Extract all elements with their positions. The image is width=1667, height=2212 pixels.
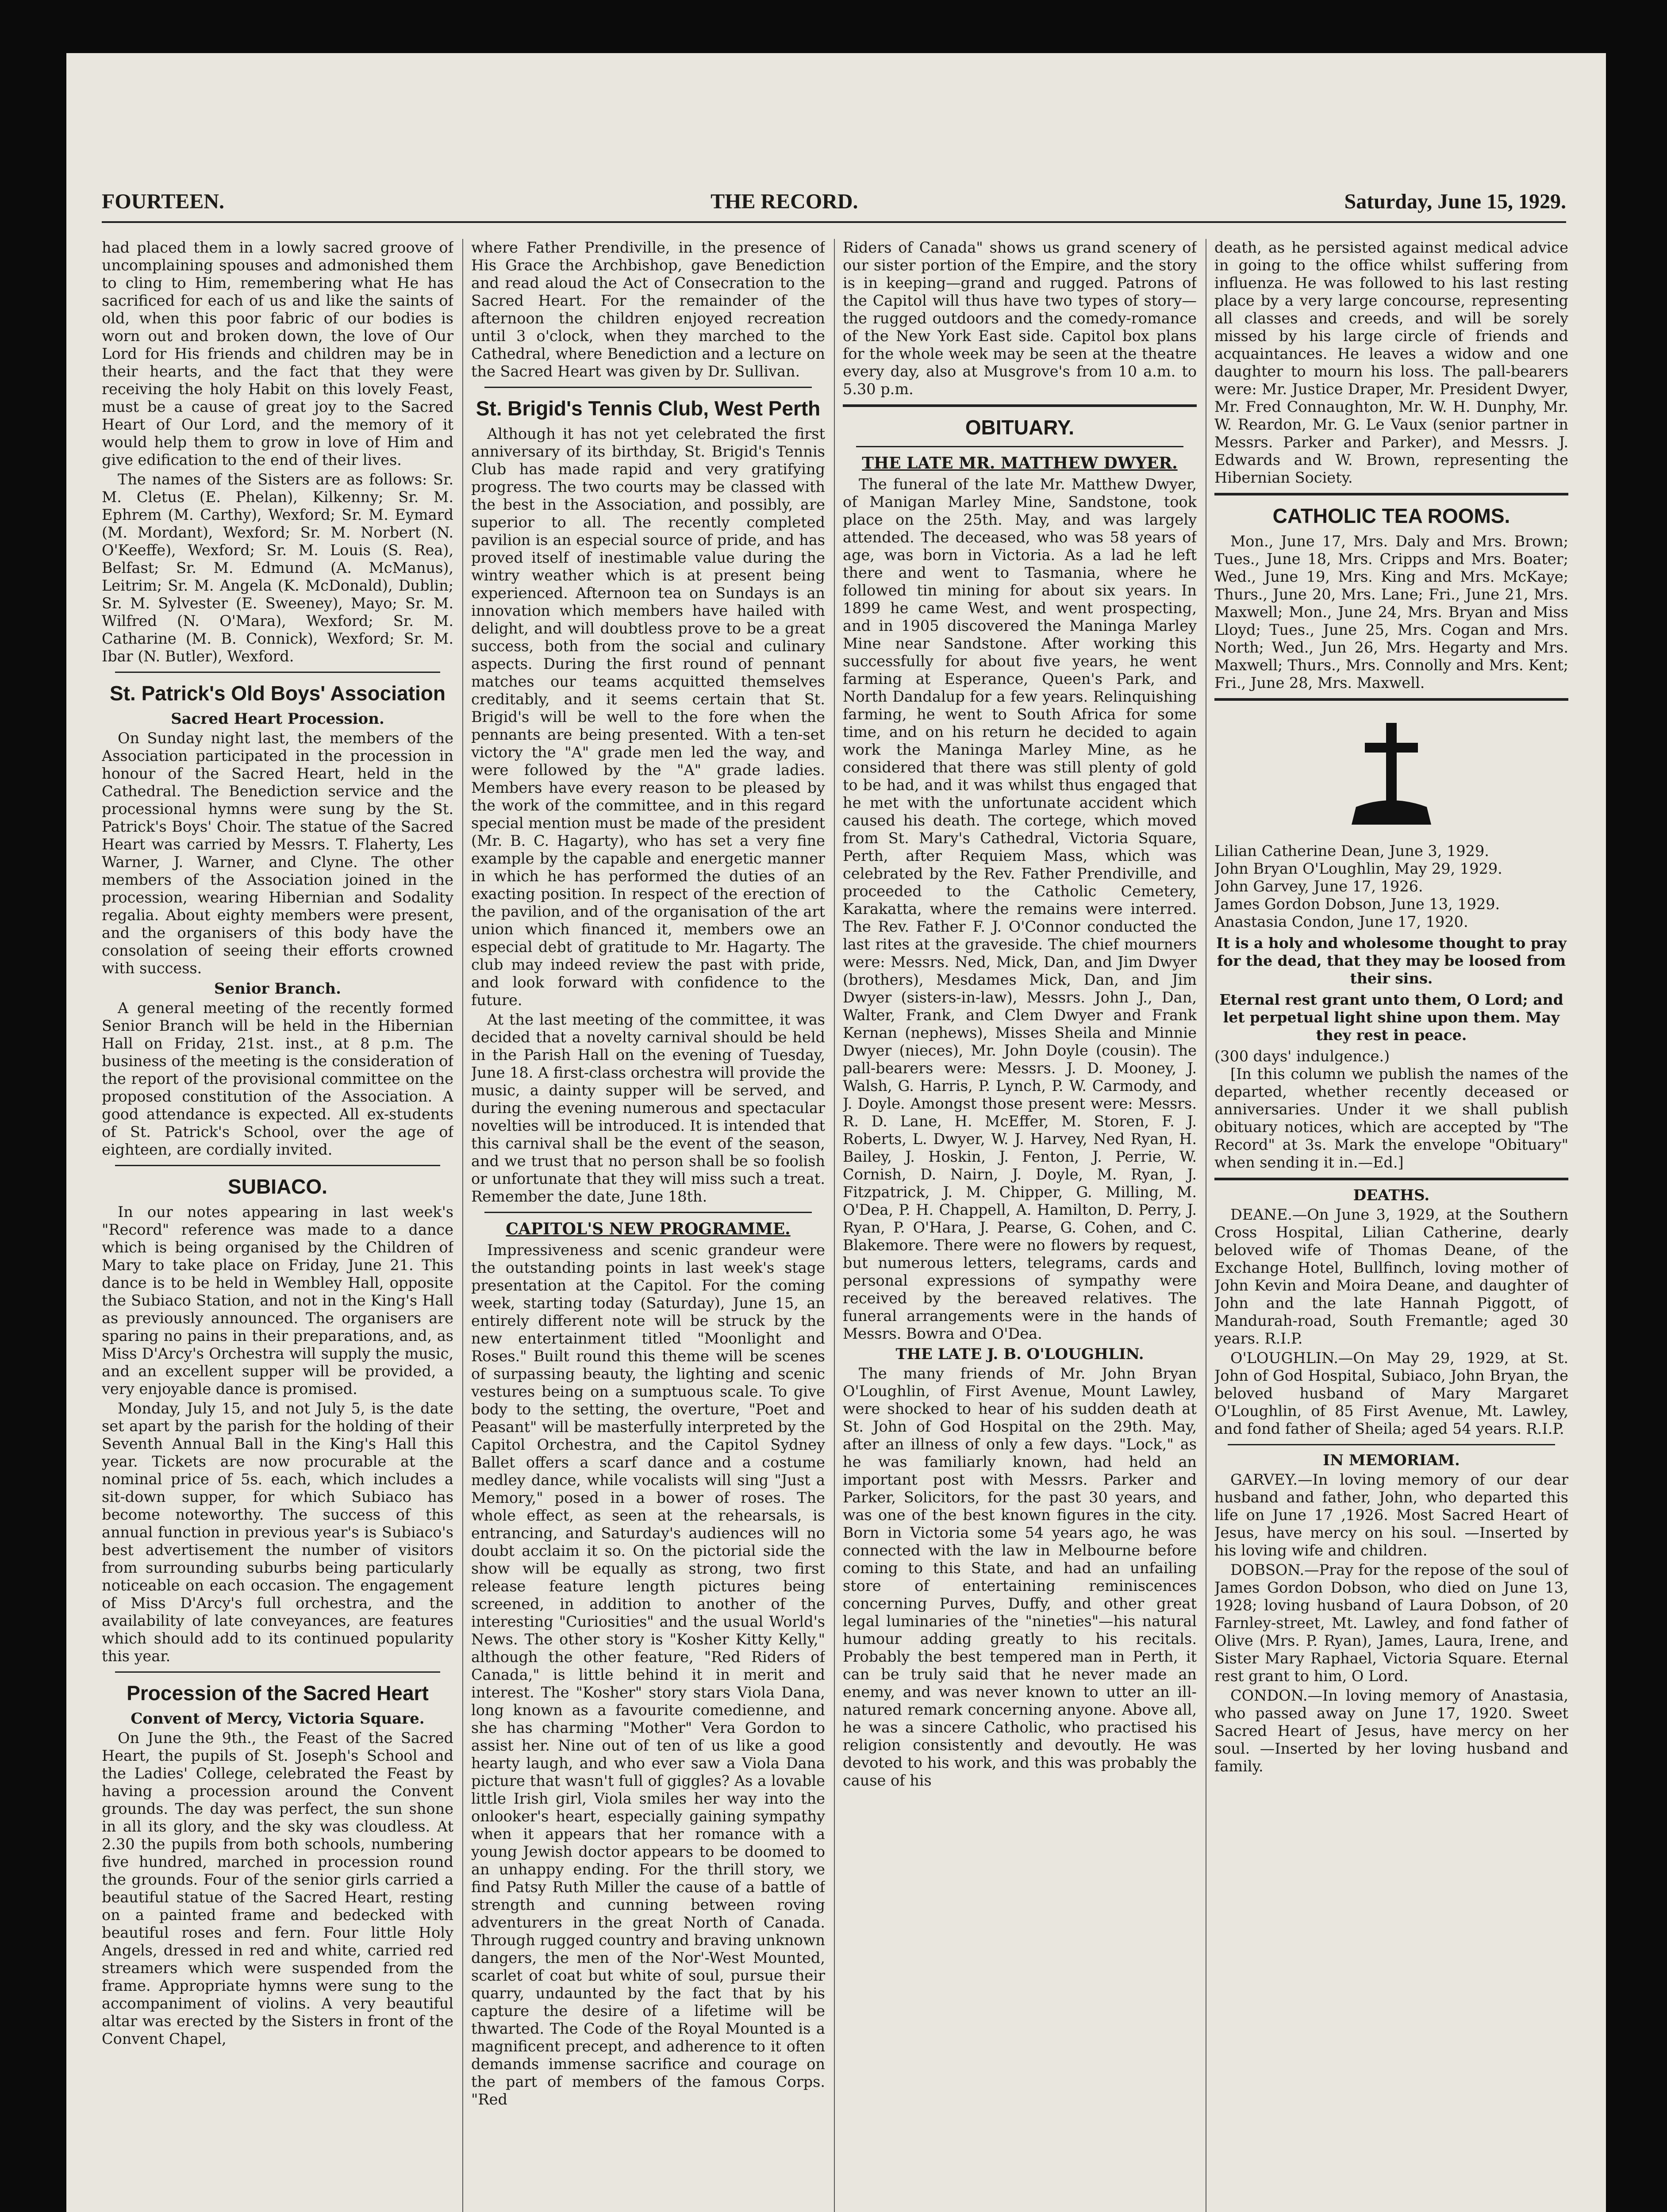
article-paragraph: Impressiveness and scenic grandeur were the outstanding points in last week's stage presentation at the Capitol. For the coming week, starting today (Saturday), June 15, an entirely different note will be struck by the new entertainment titled "Moonlight and Roses." Built round this theme will be scenes of surpassing beauty, the lighting and scenic vestures being on a sumptuous scale. To give body to the setting, the overture, "Poet and Peasant" will be masterfully interpreted by the Capitol Orchestra, and the Capitol Sydney Ballet offers a scarf dance and a costume medley dance, while vocalists will sing "Just a Memory," posed in a bower of roses. The whole effect, as seen at the rehearsals, is entrancing, and Saturday's audiences will no doubt acclaim it so. On the pictorial side the show will be equally as strong, two first release feature length pictures being screened, in addition to another of the interesting "Curiosities" and the usual World's News. The other story is "Kosher Kitty Kelly," although the other feature, "Red Riders of Canada," is little behind it in merit and interest. The "Kosher" story stars Viola Dana, long known as a favourite comedienne, and she has charming "Mother" Vera Gordon to assist her. Nine out of ten of us like a good hearty laugh, and who ever saw a Viola Dana picture that wasn't full of giggles? As a lovable little Irish girl, Viola smiles her way into the onlooker's heart, especially gaining sympathy when it appears that her romance with a young Jewish doctor appears to be doomed to an unhappy ending. For the thrill story, we find Patsy Ruth Miller the cause of a battle of strength and cunning between roving adventurers in the great North of Canada. Through rugged country and braving unknown dangers, the men of the Nor'-West Mounted, scarlet of coat but white of soul, pursue their quarry, undaunted by the fact that by his capture the desire of a lifetime will be thwarted. The Code of the Royal Mounted is a magnificent precept, and adherence to it often demands immense sacrifice and courage on the part of members of the famous Corps. "Red	[471, 1241, 825, 2108]
article-paragraph: The many friends of Mr. John Bryan O'Loughlin, of First Avenue, Mount Lawley, were shocked to hear of his sudden death at St. John of God Hospital on the 29th. May, after an illness of only a few days. "Lock," as he was familiarly known, had held an important post with Messrs. Parker and Parker, Solicitors, for the past 30 years, and was one of the best known figures in the city. Born in Victoria some 54 years ago, he was connected with the law in Melbourne before coming to this State, and had an unfailing store of entertaining reminiscences concerning Purves, Duffy, and other great legal luminaries of the "nineties"—his natural humour adding greatly to his recitals. Probably the best tempered man in Perth, it can be truly said that he never made an enemy, and was never known to utter an ill-natured remark concerning anyone. Above all, he was a sincere Catholic, who practised his religion consistently and devoutly. He was devoted to his work, and this was probably the cause of his	[843, 1365, 1197, 1789]
departed-name: James Gordon Dobson, June 13, 1929.	[1214, 895, 1500, 913]
sub-heading: Convent of Mercy, Victoria Square.	[131, 1710, 425, 1728]
column-4	[1214, 239, 1568, 2212]
section-heading: CATHOLIC TEA ROOMS.	[1272, 504, 1510, 527]
article-paragraph: On Sunday night last, the members of the Association participated in the procession in honour of the Sacred Heart, held in the Cathedral. The Benediction service and the processional hymns were sung by the St. Patrick's Boys' Choir. The statue of the Sacred Heart was carried by Messrs. T. Flaherty, Les Warner, J. Warner, and Clyne. The other members of the Association joined in the procession, wearing Hibernian and Sodality regalia. About eighty members were present, and the organisers of this body have the consolation of seeing their efforts crowned with success.	[102, 730, 453, 977]
indulgence-note: (300 days' indulgence.)	[1214, 1048, 1390, 1065]
departed-name: Anastasia Condon, June 17, 1920.	[1214, 913, 1468, 930]
divider	[115, 672, 440, 673]
paper-title: THE RECORD.	[711, 189, 858, 213]
departed-name: John Bryan O'Loughlin, May 29, 1929.	[1214, 860, 1502, 877]
article-paragraph: Although it has not yet celebrated the first anniversary of its birthday, St. Brigid's Tennis Club has made rapid and very gratifying progress. The two courts may be classed with the best in the Association, and possibly, are superior to all. The recently completed pavilion is an especial source of pride, and has proved itself of inestimable value during the wintry weather which is at present being experienced. Afternoon tea on Sundays is an innovation which members have hailed with delight, and will doubtless prove to be a great success, both from the social and culinary aspects. During the first round of pennant matches our teams acquitted themselves creditably, and it seems certain that St. Brigid's will be well to the fore when the pennants are being presented. With a ten-set victory the "A" grade men led the way, and were followed by the "A" grade ladies. Members have every reason to be pleased by the work of the committee, and in this regard special mention must be made of the president (Mr. B. C. Hagarty), who has set a very fine example by the capable and energetic manner in which he has performed the duties of an exacting position. In respect of the erection of the pavilion, and of the organisation of the art union which financed it, members owe an especial debt of gratitude to Mr. Hagarty. The club may indeed review the past with pride, and look forward with confidence to the future.	[471, 425, 825, 1009]
article-paragraph: Riders of Canada" shows us grand scenery of our sister portion of the Empire, and the story is in keeping—grand and rugged. Patrons of the Capitol will thus have two types of story—the rugged outdoors and the comedy-romance of the New York East side. Capitol box plans for the whole week may be seen at the theatre every day, also at Musgrove's from 10 a.m. to 5.30 p.m.	[843, 239, 1197, 398]
sub-heading: THE LATE MR. MATTHEW DWYER.	[862, 454, 1178, 472]
article-paragraph: On June the 9th., the Feast of the Sacred Heart, the pupils of St. Joseph's School and the Ladies' College, celebrated the Feast by having a procession around the Convent grounds. The day was perfect, the sun shone in all its glory, and the sky was cloudless. At 2.30 the pupils from both schools, numbering five hundred, marched in procession round the grounds. Four of the senior girls carried a beautiful statue of the Sacred Heart, resting on a painted frame and bedecked with beautiful roses and fern. Four little Holy Angels, dressed in red and white, carried red streamers which were suspended from the frame. Appropriate hymns were sung to the accompaniment of violins. A very beautiful altar was erected by the Sisters in front of the Convent Chapel,	[102, 1729, 453, 2047]
section-heading: SUBIACO.	[228, 1175, 327, 1198]
column-rule	[462, 239, 463, 2212]
sub-heading: Senior Branch.	[214, 980, 341, 998]
column-3	[843, 239, 1197, 2212]
column-1	[102, 239, 453, 2212]
article-paragraph: had placed them in a lowly sacred groove of uncomplaining spouses and admonished them to cling to Him, remembering what He has sacrificed for each of us and like the saints of old, when this poor fabric of our bodies is worn out and broken down, the love of Our Lord for His friends and children may be in their hearts, and the fact that they were receiving the holy Habit on this lovely Feast, must be a cause of great joy to the Sacred Heart of Our Lord, and the memory of it would help them to grow in love of Him and give edification to the end of their lives.	[102, 239, 453, 469]
divider	[843, 404, 1197, 407]
departed-name: John Garvey, June 17, 1926.	[1214, 878, 1423, 895]
column-2	[471, 239, 825, 2212]
divider	[484, 1212, 812, 1213]
section-heading: IN MEMORIAM.	[1323, 1452, 1460, 1469]
article-paragraph: The names of the Sisters are as follows: Sr. M. Cletus (E. Phelan), Kilkenny; Sr. M. Ephrem (M. Carthy), Wexford; Sr. M. Eymard (M. Mordant), Wexford; Sr. M. Norbert (N. O'Keeffe), Wexford; Sr. M. Louis (S. Rea), Belfast; Sr. M. Edmund (A. McManus), Leitrim; Sr. M. Angela (K. McDonald), Dublin; Sr. M. Sylvester (E. Sweeney), Mayo; Sr. M. Wilfred (N. O'Mara), Wexford; Sr. M. Catharine (M. B. Connick), Wexford; Sr. M. Ibar (N. Butler), Wexford.	[102, 471, 453, 665]
column-rule	[834, 239, 835, 2212]
cross-icon	[1325, 718, 1458, 833]
divider	[1228, 1444, 1555, 1445]
article-paragraph: In our notes appearing in last week's "Record" reference was made to a dance which is being organised by the Children of Mary to take place on Friday, June 21. This dance is to be held in Wembley Hall, opposite the Subiaco Station, and not in the King's Hall as previously announced. The organisers are sparing no pains in their preparations, and, as Miss D'Arcy's Orchestra will supply the music, and an excellent supper will be provided, a very enjoyable dance is promised.	[102, 1203, 453, 1398]
section-heading: DEATHS.	[1353, 1187, 1430, 1204]
section-heading: OBITUARY.	[965, 416, 1075, 439]
death-notice: DEANE.—On June 3, 1929, at the Southern Cross Hospital, Lilian Catherine, dearly beloved wife of Thomas Deane, of the Exchange Hotel, Bullfinch, loving mother of John Kevin and Moira Deane, and daughter of John and the late Hannah Piggott, of Mandurah-road, South Fremantle; aged 30 years. R.I.P.	[1214, 1206, 1568, 1347]
article-paragraph: A general meeting of the recently formed Senior Branch will be held in the Hibernian Hall on Friday, 21st. inst., at 8 p.m. The business of the meeting is the consideration of the report of the provisional committee on the proposed constitution of the Association. A good attendance is expected. All ex-students of St. Patrick's School, over the age of eighteen, are cordially invited.	[102, 999, 453, 1158]
section-heading: Procession of the Sacred Heart	[127, 1682, 429, 1705]
memoriam-notice: DOBSON.—Pray for the repose of the soul of James Gordon Dobson, who died on June 13, 1928; loving husband of Laura Dobson, of 20 Farnley-street, Mt. Lawley, and fond father of Olive (Mrs. P. Ryan), James, Laura, Irene, and Sister Mary Raphael, Victoria Square. Eternal rest grant to him, O Lord.	[1214, 1561, 1568, 1685]
divider	[115, 1671, 440, 1673]
masthead	[102, 181, 1566, 223]
departed-name: Lilian Catherine Dean, June 3, 1929.	[1214, 842, 1489, 860]
article-paragraph: Mon., June 17, Mrs. Daly and Mrs. Brown; Tues., June 18, Mrs. Cripps and Mrs. Boater; Wed., June 19, Mrs. King and Mrs. McKaye; Thurs., June 20, Mrs. Lane; Fri., June 21, Mrs. Maxwell; Mon., June 24, Mrs. Bryan and Miss Lloyd; Tues., June 25, Mrs. Cogan and Mrs. North; Wed., Jun 26, Mrs. Hegarty and Mrs. Maxwell; Thurs., Mrs. Connolly and Mrs. Kent; Fri., June 28, Mrs. Maxwell.	[1214, 533, 1568, 691]
sub-heading: THE LATE J. B. O'LOUGHLIN.	[895, 1345, 1144, 1363]
section-heading: CAPITOL'S NEW PROGRAMME.	[506, 1220, 791, 1238]
section-heading: St. Brigid's Tennis Club, West Perth	[476, 397, 821, 420]
sub-heading: Sacred Heart Procession.	[171, 710, 384, 728]
article-paragraph: The funeral of the late Mr. Matthew Dwyer, of Manigan Marley Mine, Sandstone, took place on the 25th. May, and was largely attended. The deceased, who was 58 years of age, was born in Victoria. As a lad he left there and went to Tasmania, where he followed tin mining for about six years. In 1899 he came West, and went prospecting, and in 1905 discovered the Maninga Marley Mine near Sandstone. After working this successfully for about five years, he went farming at Esperance, Queen's Park, and North Dandalup for a few years. Relinquishing farming, he went to South Africa for some time, and on his return he decided to again work the Maninga Marley Mine, as he considered that there was still plenty of gold to be had, and it was whilst thus engaged that he met with the unfortunate accident which caused his death. The cortege, which moved from St. Mary's Cathedral, Victoria Square, Perth, after Requiem Mass, which was celebrated by the Rev. Father Prendiville, and proceeded to the Catholic Cemetery, Karakatta, where the remains were interred. The Rev. Father F. J. O'Connor conducted the last rites at the graveside. The chief mourners were: Messrs. Ned, Mick, Dan, and Jim Dwyer (brothers), Mesdames Mick, Dan, and Jim Dwyer (sisters-in-law), Messrs. John J., Dan, Walter, Frank, and Clem Dwyer and Frank Kernan (nephews), Misses Sheila and Minnie Dwyer (nieces), Mr. John Doyle (cousin). The pall-bearers were: Messrs. J. D. Mooney, J. Walsh, G. Harris, P. Lynch, P. W. Carmody, and J. Doyle. Amongst those present were: Messrs. R. D. Lane, H. McEffer, M. Storen, F. J. Roberts, L. Dwyer, W. J. Harvey, Ned Ryan, H. Bailey, J. Hoskin, J. Fenton, J. Perrie, W. Cornish, D. Nairn, J. Doyle, M. Ryan, J. Fitzpatrick, J. M. Chipper, G. Milling, M. O'Dea, P. H. Chappell, A. Hamilton, D. Perry, J. Ryan, P. O'Hara, J. Pearse, G. Cohen, and C. Blakemore. There were no flowers by request, but numerous letters, telegrams, cards and personal expressions of sympathy were received by the bereaved relatives. The funeral arrangements were in the hands of Messrs. Bowra and O'Dea.	[843, 476, 1197, 1342]
article-paragraph: At the last meeting of the committee, it was decided that a novelty carnival should be held in the Parish Hall on the evening of Tuesday, June 18. A first-class orchestra will provide the music, a dainty supper will be served, and during the evening numerous and spectacular novelties will be introduced. It is intended that this carnival shall be the event of the season, and we trust that no person shall be so foolish or unfortunate that they will miss such a treat. Remember the date, June 18th.	[471, 1011, 825, 1205]
death-notice: O'LOUGHLIN.—On May 29, 1929, at St. John of God Hospital, Subiaco, John Bryan, the beloved husband of Mary Margaret O'Loughlin, of 85 First Avenue, Mt. Lawley, and fond father of Sheila; aged 54 years. R.I.P.	[1214, 1349, 1568, 1437]
memorial-cross	[1214, 707, 1568, 842]
divider	[856, 446, 1183, 447]
prayer-text: It is a holy and wholesome thought to pray for the dead, that they may be loosed from their sins.	[1216, 934, 1567, 987]
section-heading: St. Patrick's Old Boys' Association	[110, 682, 446, 705]
editor-note: [In this column we publish the names of the departed, whether recently deceased or anniversaries. Under it we shall publish obituary notices, which are accepted by "The Record" at 3s. Mark the envelope "Obituary" when sending it in.—Ed.]	[1214, 1065, 1568, 1171]
divider	[1214, 493, 1568, 495]
divider	[1214, 1178, 1568, 1180]
memoriam-notice: GARVEY.—In loving memory of our dear husband and father, John, who departed this life on June 17 ,1926. Most Sacred Heart of Jesus, have mercy on his soul. —Inserted by his loving wife and children.	[1214, 1471, 1568, 1559]
divider	[484, 387, 812, 388]
page-number: FOURTEEN.	[102, 189, 225, 213]
memoriam-notice: CONDON.—In loving memory of Anastasia, who passed away on June 17, 1920. Sweet Sacred Heart of Jesus, have mercy on her soul. —Inserted by her loving husband and family.	[1214, 1687, 1568, 1775]
newspaper-page	[66, 53, 1606, 2212]
issue-date: Saturday, June 15, 1929.	[1344, 189, 1566, 213]
article-paragraph: where Father Prendiville, in the presence of His Grace the Archbishop, gave Benediction and read aloud the Act of Consecration to the Sacred Heart. For the remainder of the afternoon the children enjoyed recreation until 3 o'clock, when they marched to the Cathedral, where Benediction and a lecture on the Sacred Heart was given by Dr. Sullivan.	[471, 239, 825, 380]
divider	[115, 1165, 440, 1166]
article-paragraph: Monday, July 15, and not July 5, is the date set apart by the parish for the holding of their Seventh Annual Ball in the King's Hall this year. Tickets are now procurable at the nominal price of 5s. each, which includes a sit-down supper, for which Subiaco has become noteworthy. The success of this annual function in previous year's is Subiaco's best advertisement the number of visitors from surrounding suburbs being particularly noticeable on each occasion. The engagement of Miss D'Arcy's full orchestra, and the availability of late conveyances, are features which should add to its continued popularity this year.	[102, 1400, 453, 1665]
divider	[1214, 698, 1568, 701]
prayer-text: Eternal rest grant unto them, O Lord; and let perpetual light shine upon them. May they rest in peace.	[1219, 991, 1563, 1044]
article-paragraph: death, as he persisted against medical advice in going to the office whilst suffering from influenza. He was followed to his last resting place by a very large concourse, representing all classes and creeds, and will be sorely missed by his large circle of friends and acquaintances. He leaves a widow and one daughter to mourn his loss. The pall-bearers were: Mr. Justice Draper, Mr. President Dwyer, Mr. Fred Connaughton, Mr. W. H. Dunphy, Mr. W. Reardon, Mr. G. Le Vaux (senior partner in Messrs. Parker and Parker), and Messrs. J. Edwards and W. Brown, representing the Hibernian Society.	[1214, 239, 1568, 486]
